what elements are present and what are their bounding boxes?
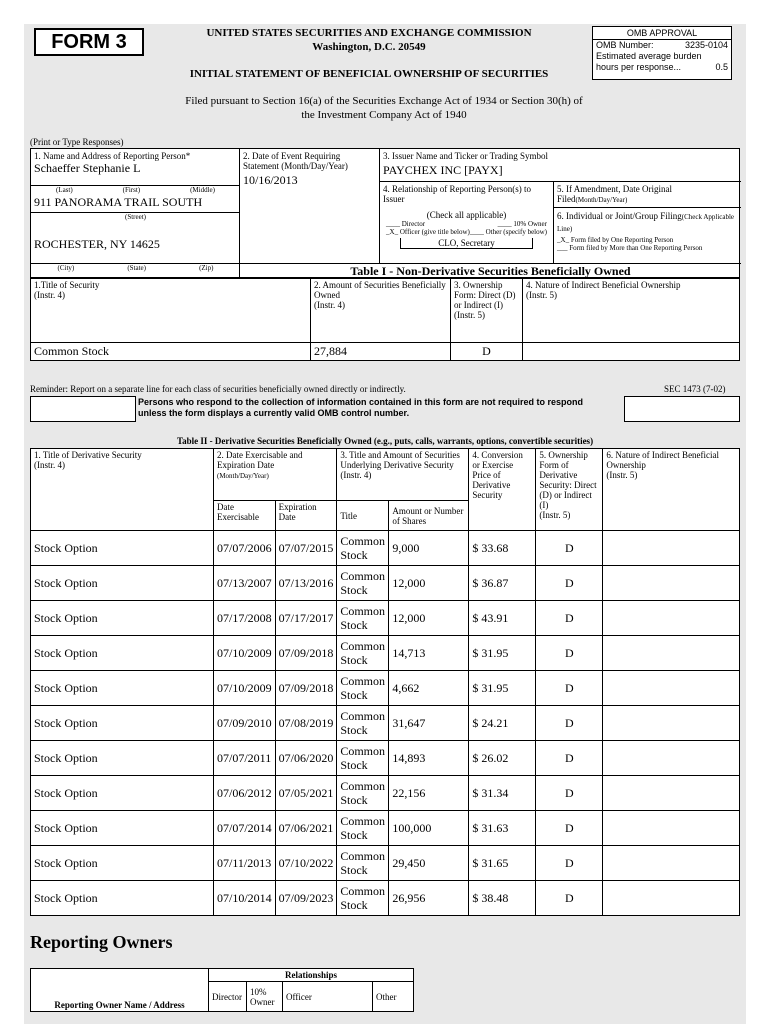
box3-issuer [380, 149, 741, 182]
table-row [31, 531, 740, 566]
filed-pursuant-line2: the Investment Company Act of 1940 [301, 109, 467, 121]
officer-title: CLO, Secretary [400, 238, 533, 249]
t1-col4-instr: (Instr. 5) [526, 290, 557, 300]
t2-col6-instr: (Instr. 5) [606, 470, 638, 480]
t2-row-nature [603, 531, 740, 566]
table1-title: Table I - Non-Derivative Securities Beneficially Owned [240, 263, 741, 279]
t2-col5-instr: (Instr. 5) [539, 510, 571, 520]
t2-row-nature [603, 846, 740, 881]
t2-row-form: D [536, 671, 603, 706]
t2-row-underlying: Common Stock [337, 706, 389, 741]
t2-row-form: D [536, 601, 603, 636]
box6-label: 6. Individual or Joint/Group Filing [557, 211, 682, 221]
t2-row-exercisable: 07/07/2006 [214, 531, 276, 566]
persons-notice [138, 397, 626, 419]
t1-col1-instr: (Instr. 4) [34, 290, 65, 300]
t2-row-title: Stock Option [31, 846, 214, 881]
t2-row-expiration: 07/05/2021 [275, 776, 337, 811]
t2-row-form: D [536, 636, 603, 671]
agency-header [164, 26, 574, 54]
ro-ten-pct: 10% Owner [247, 982, 283, 1012]
ten-pct-checkbox[interactable]: ____ 10% Owner [497, 220, 547, 228]
t2-col3a: Title [337, 501, 389, 531]
box3-label: 3. Issuer Name and Ticker or Trading Symbol [383, 151, 548, 161]
table2-title: Table II - Derivative Securities Beneficially Owned (e.g., puts, calls, warrants, options, convertible securities) [176, 436, 594, 446]
t2-row-form: D [536, 881, 603, 916]
box1-last: (Last) [55, 186, 73, 194]
box2-label: 2. Date of Event Requiring Statement (Month/Day/Year) [243, 151, 348, 171]
t2-row-shares: 29,450 [389, 846, 469, 881]
t2-row-exercisable: 07/07/2014 [214, 811, 276, 846]
table-row [31, 636, 740, 671]
box2-event-date [240, 149, 380, 263]
box1-asterisk: * [185, 151, 191, 161]
t2-row-price: $ 31.65 [469, 846, 536, 881]
t2-col6: 6. Nature of Indirect Beneficial Ownership [606, 450, 720, 470]
reporting-owners-table [30, 968, 414, 1012]
t2-row-shares: 12,000 [389, 601, 469, 636]
t2-row-price: $ 31.95 [469, 671, 536, 706]
omb-title: OMB APPROVAL [593, 27, 731, 40]
t2-row-nature [603, 741, 740, 776]
t2-row-title: Stock Option [31, 706, 214, 741]
box6-check: (Check Applicable Line) [557, 213, 735, 233]
t2-row-underlying: Common Stock [337, 741, 389, 776]
statement-title: INITIAL STATEMENT OF BENEFICIAL OWNERSHIP OF SECURITIES [189, 68, 549, 80]
officer-label: Officer (give title below) [399, 228, 470, 236]
t2-row-shares: 26,956 [389, 881, 469, 916]
event-date: 10/16/2013 [243, 173, 298, 187]
reporting-person-name: Schaeffer Stephanie L [34, 161, 141, 175]
t2-row-nature [603, 811, 740, 846]
t1-col4: 4. Nature of Indirect Beneficial Ownership [526, 280, 681, 290]
table-row [31, 846, 740, 881]
ro-name-address: Reporting Owner Name / Address [31, 969, 209, 1012]
t2-row-exercisable: 07/13/2007 [214, 566, 276, 601]
t1-col3-instr: (Instr. 5) [454, 310, 485, 320]
box1-zip: (Zip) [199, 264, 214, 272]
table2-body [31, 531, 740, 916]
t2-row-form: D [536, 706, 603, 741]
t2-row-underlying: Common Stock [337, 776, 389, 811]
t2-row-underlying: Common Stock [337, 531, 389, 566]
form-page [24, 24, 746, 1024]
t2-row-form: D [536, 566, 603, 601]
t2-row-expiration: 07/08/2019 [275, 706, 337, 741]
t2-col3b: Amount or Number of Shares [389, 501, 469, 531]
t2-row-form: D [536, 776, 603, 811]
t1-col1: 1.Title of Security [34, 280, 100, 290]
box4-check-all: (Check all applicable) [426, 210, 507, 220]
t2-col5: 5. Ownership Form of Derivative Security: Direct (D) or Indirect (I) [539, 450, 597, 510]
t2-row-shares: 22,156 [389, 776, 469, 811]
t2-row-underlying: Common Stock [337, 636, 389, 671]
multi-person-label: Form filed by More than One Reporting Person [569, 244, 703, 252]
t2-row-exercisable: 07/10/2009 [214, 671, 276, 706]
omb-burden-label: Estimated average burden [596, 51, 702, 61]
ro-other: Other [373, 982, 414, 1012]
t2-row-underlying: Common Stock [337, 846, 389, 881]
t2-row-title: Stock Option [31, 566, 214, 601]
t1-col3: 3. Ownership Form: Direct (D) or Indirect (I) [454, 280, 516, 310]
box1-city: (City) [57, 264, 75, 272]
one-person-option[interactable]: _X_ Form filed by One Reporting Person [557, 236, 674, 244]
t2-row-expiration: 07/09/2023 [275, 881, 337, 916]
officer-mark: X [389, 228, 395, 236]
t2-row-expiration: 07/13/2016 [275, 566, 337, 601]
t2-row-price: $ 26.02 [469, 741, 536, 776]
t2-row-price: $ 24.21 [469, 706, 536, 741]
form-label-text: FORM 3 [51, 31, 127, 53]
omb-hours-value: 0.5 [715, 62, 728, 72]
table1 [30, 278, 740, 361]
multi-person-option[interactable]: ___ Form filed by More than One Reporting Person [557, 244, 703, 252]
t2-col3-instr: (Instr. 4) [340, 470, 372, 480]
officer-checkbox[interactable]: _X_ Officer (give title below) [386, 228, 470, 236]
t2-col1-instr: (Instr. 4) [34, 460, 65, 470]
street-address: 911 PANORAMA TRAIL SOUTH [34, 195, 203, 209]
t2-row-exercisable: 07/10/2014 [214, 881, 276, 916]
t2-row-shares: 14,713 [389, 636, 469, 671]
t2-row-shares: 12,000 [389, 566, 469, 601]
t2-row-title: Stock Option [31, 636, 214, 671]
one-person-label: Form filed by One Reporting Person [570, 236, 674, 244]
t2-row-expiration: 07/17/2017 [275, 601, 337, 636]
t2-row-title: Stock Option [31, 776, 214, 811]
t2-col2b: Expiration Date [275, 501, 337, 531]
t2-row-exercisable: 07/17/2008 [214, 601, 276, 636]
t2-row-exercisable: 07/06/2012 [214, 776, 276, 811]
t2-row-expiration: 07/09/2018 [275, 671, 337, 706]
t2-row-form: D [536, 846, 603, 881]
box4-label: 4. Relationship of Reporting Person(s) to Issuer [383, 184, 531, 204]
t2-row-exercisable: 07/11/2013 [214, 846, 276, 881]
table2 [30, 448, 740, 916]
table-row [31, 671, 740, 706]
box1-street: (Street) [31, 212, 240, 221]
t2-row-title: Stock Option [31, 601, 214, 636]
t2-row-shares: 14,893 [389, 741, 469, 776]
t2-row-price: $ 31.95 [469, 636, 536, 671]
t2-row-exercisable: 07/09/2010 [214, 706, 276, 741]
table-row [31, 776, 740, 811]
table-row [31, 343, 740, 361]
t2-row-underlying: Common Stock [337, 811, 389, 846]
t2-row-shares: 31,647 [389, 706, 469, 741]
box4-relationship [380, 182, 554, 263]
box1-name-address [31, 149, 240, 279]
print-note: (Print or Type Responses) [30, 137, 124, 147]
reporting-person-section [30, 148, 740, 278]
t2-row-exercisable: 07/07/2011 [214, 741, 276, 776]
box5-label: 5. If Amendment, Date Original Filed [557, 184, 672, 204]
t2-row-title: Stock Option [31, 811, 214, 846]
box5-amendment [554, 182, 741, 208]
table-row [31, 811, 740, 846]
box1-state: (State) [127, 264, 146, 272]
t2-row-expiration: 07/06/2021 [275, 811, 337, 846]
sec-code: SEC 1473 (7-02) [664, 384, 726, 394]
t2-row-title: Stock Option [31, 671, 214, 706]
director-label: Director [401, 220, 426, 228]
t1-row-nature [523, 343, 740, 361]
t2-row-underlying: Common Stock [337, 671, 389, 706]
t2-row-nature [603, 636, 740, 671]
t2-col2-sub: (Month/Day/Year) [217, 472, 269, 480]
t2-row-exercisable: 07/10/2009 [214, 636, 276, 671]
t2-row-underlying: Common Stock [337, 566, 389, 601]
t2-col1: 1. Title of Derivative Security [34, 450, 142, 460]
notice-right-box [624, 396, 740, 422]
notice-left-box [30, 396, 136, 422]
t2-row-form: D [536, 811, 603, 846]
t2-row-title: Stock Option [31, 531, 214, 566]
omb-number-value: 3235-0104 [684, 40, 728, 50]
t2-row-title: Stock Option [31, 741, 214, 776]
box1-label: 1. Name and Address of Reporting Person [34, 151, 186, 161]
t2-col4: 4. Conversion or Exercise Price of Derivative Security [469, 449, 536, 531]
t2-row-expiration: 07/09/2018 [275, 636, 337, 671]
t2-row-expiration: 07/10/2022 [275, 846, 337, 881]
ro-officer: Officer [283, 982, 373, 1012]
t2-row-price: $ 31.34 [469, 776, 536, 811]
t1-row-title: Common Stock [31, 343, 311, 361]
ten-pct-label: 10% Owner [513, 220, 547, 228]
director-checkbox[interactable]: ____ Director [386, 220, 426, 228]
other-checkbox[interactable]: ____ Other (specify below) [469, 228, 548, 236]
t2-row-title: Stock Option [31, 881, 214, 916]
table-row [31, 881, 740, 916]
t2-row-price: $ 33.68 [469, 531, 536, 566]
filed-pursuant-line1: Filed pursuant to Section 16(a) of the Securities Exchange Act of 1934 or Section 30(h) of [185, 95, 583, 107]
box1-first: (First) [122, 186, 141, 194]
t2-row-nature [603, 881, 740, 916]
t2-row-expiration: 07/06/2020 [275, 741, 337, 776]
table-row [31, 601, 740, 636]
t2-row-shares: 4,662 [389, 671, 469, 706]
t1-row-amount: 27,884 [311, 343, 451, 361]
table-row [31, 566, 740, 601]
t2-row-form: D [536, 741, 603, 776]
t2-row-nature [603, 776, 740, 811]
t2-row-price: $ 38.48 [469, 881, 536, 916]
t2-row-expiration: 07/07/2015 [275, 531, 337, 566]
t1-col2: 2. Amount of Securities Beneficially Owned [314, 280, 446, 300]
table-row [31, 706, 740, 741]
t2-row-underlying: Common Stock [337, 601, 389, 636]
t2-row-form: D [536, 531, 603, 566]
box5-sub: (Month/Day/Year) [575, 196, 628, 204]
t2-row-underlying: Common Stock [337, 881, 389, 916]
omb-number-label: OMB Number: [596, 40, 654, 50]
persons-notice-line1: Persons who respond to the collection of information contained in this form are not required to respond [138, 397, 584, 407]
agency-name: UNITED STATES SECURITIES AND EXCHANGE COMMISSION [206, 27, 532, 39]
t2-row-nature [603, 601, 740, 636]
reminder-text: Reminder: Report on a separate line for each class of securities beneficially owned directly or indirectly. [30, 384, 406, 394]
box1-middle: (Middle) [190, 186, 215, 194]
t2-row-nature [603, 671, 740, 706]
t2-row-shares: 9,000 [389, 531, 469, 566]
t2-col3: 3. Title and Amount of Securities Underlying Derivative Security [340, 450, 460, 470]
one-person-mark: X [560, 236, 566, 244]
t2-col2a: Date Exercisable [214, 501, 276, 531]
t2-col2: 2. Date Exercisable and Expiration Date [217, 450, 303, 470]
t1-col2-instr: (Instr. 4) [314, 300, 345, 310]
box6-filing [554, 208, 741, 263]
t2-row-price: $ 43.91 [469, 601, 536, 636]
t2-row-price: $ 31.63 [469, 811, 536, 846]
other-label: Other (specify below) [485, 228, 548, 236]
persons-notice-line2: unless the form displays a currently valid OMB control number. [138, 408, 410, 418]
t2-row-price: $ 36.87 [469, 566, 536, 601]
form-label [34, 28, 144, 56]
ro-relationships: Relationships [209, 969, 414, 982]
t2-row-nature [603, 566, 740, 601]
filed-pursuant [84, 94, 684, 122]
table-row [31, 741, 740, 776]
reporting-owners-heading: Reporting Owners [30, 932, 173, 952]
city-state-zip: ROCHESTER, NY 14625 [34, 237, 160, 251]
t1-row-form: D [451, 343, 523, 361]
t2-row-nature [603, 706, 740, 741]
issuer-name: PAYCHEX INC [PAYX] [383, 163, 503, 177]
t2-row-shares: 100,000 [389, 811, 469, 846]
omb-approval-box [592, 26, 732, 80]
ro-director: Director [209, 982, 247, 1012]
omb-hours-label: hours per response... [596, 62, 682, 72]
agency-location: Washington, D.C. 20549 [312, 41, 426, 53]
